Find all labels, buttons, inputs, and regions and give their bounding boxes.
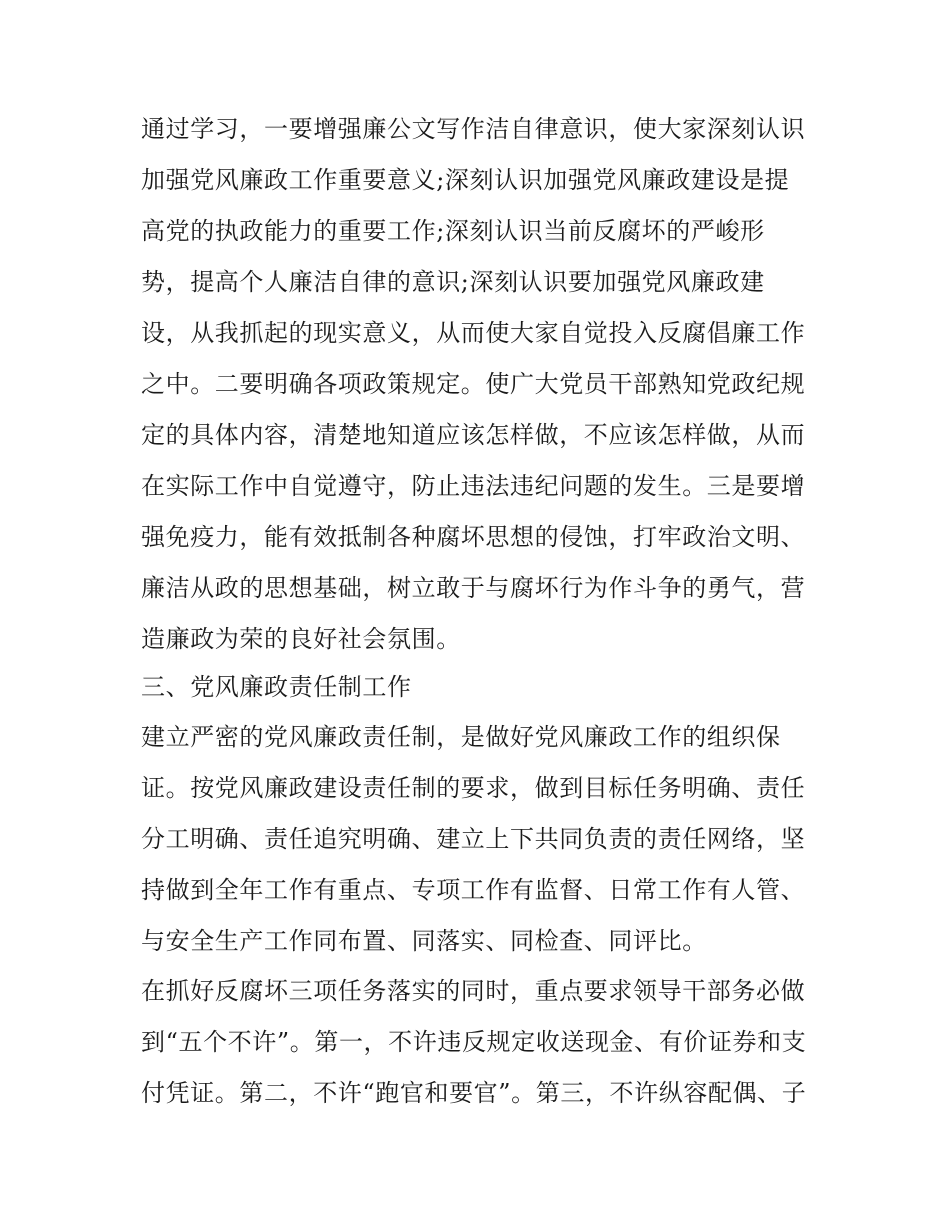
text-line: 通过学习，一要增强廉公文写作洁自律意识，使大家深刻认识: [141, 115, 806, 143]
text-line: 强免疫力，能有效抵制各种腐坏思想的侵蚀，打牢政治文明、: [141, 523, 806, 551]
text-line: 之中。二要明确各项政策规定。使广大党员干部熟知党政纪规: [141, 370, 806, 398]
text-line: 分工明确、责任追究明确、建立上下共同负责的责任网络，坚: [141, 825, 806, 853]
text-line: 在实际工作中自觉遵守，防止违法违纪问题的发生。三是要增: [141, 472, 806, 500]
text-line: 势，提高个人廉洁自律的意识;深刻认识要加强党风廉政建: [141, 268, 765, 296]
text-line: 廉洁从政的思想基础，树立敢于与腐坏行为作斗争的勇气，营: [141, 574, 806, 602]
section-heading: 三、党风廉政责任制工作: [141, 673, 412, 701]
text-line: 证。按党风廉政建设责任制的要求，做到目标任务明确、责任: [141, 774, 806, 802]
text-line: 与安全生产工作同布置、同落实、同检查、同评比。: [141, 927, 707, 955]
text-line: 高党的执政能力的重要工作;深刻认识当前反腐坏的严峻形: [141, 217, 765, 245]
text-line: 到“五个不许”。第一，不许违反规定收送现金、有价证券和支: [141, 1028, 807, 1056]
text-line: 设，从我抓起的现实意义，从而使大家自觉投入反腐倡廉工作: [141, 319, 806, 347]
text-line: 定的具体内容，清楚地知道应该怎样做，不应该怎样做，从而: [141, 421, 806, 449]
text-line: 加强党风廉政工作重要意义;深刻认识加强党风廉政建设是提: [141, 166, 790, 194]
text-line: 在抓好反腐坏三项任务落实的同时，重点要求领导干部务必做: [141, 977, 806, 1005]
text-line: 建立严密的党风廉政责任制，是做好党风廉政工作的组织保: [141, 723, 781, 751]
text-line: 付凭证。第二，不许“跑官和要官”。第三，不许纵容配偶、子: [141, 1079, 807, 1107]
text-line: 造廉政为荣的良好社会氛围。: [141, 625, 461, 653]
text-line: 持做到全年工作有重点、专项工作有监督、日常工作有人管、: [141, 876, 806, 904]
